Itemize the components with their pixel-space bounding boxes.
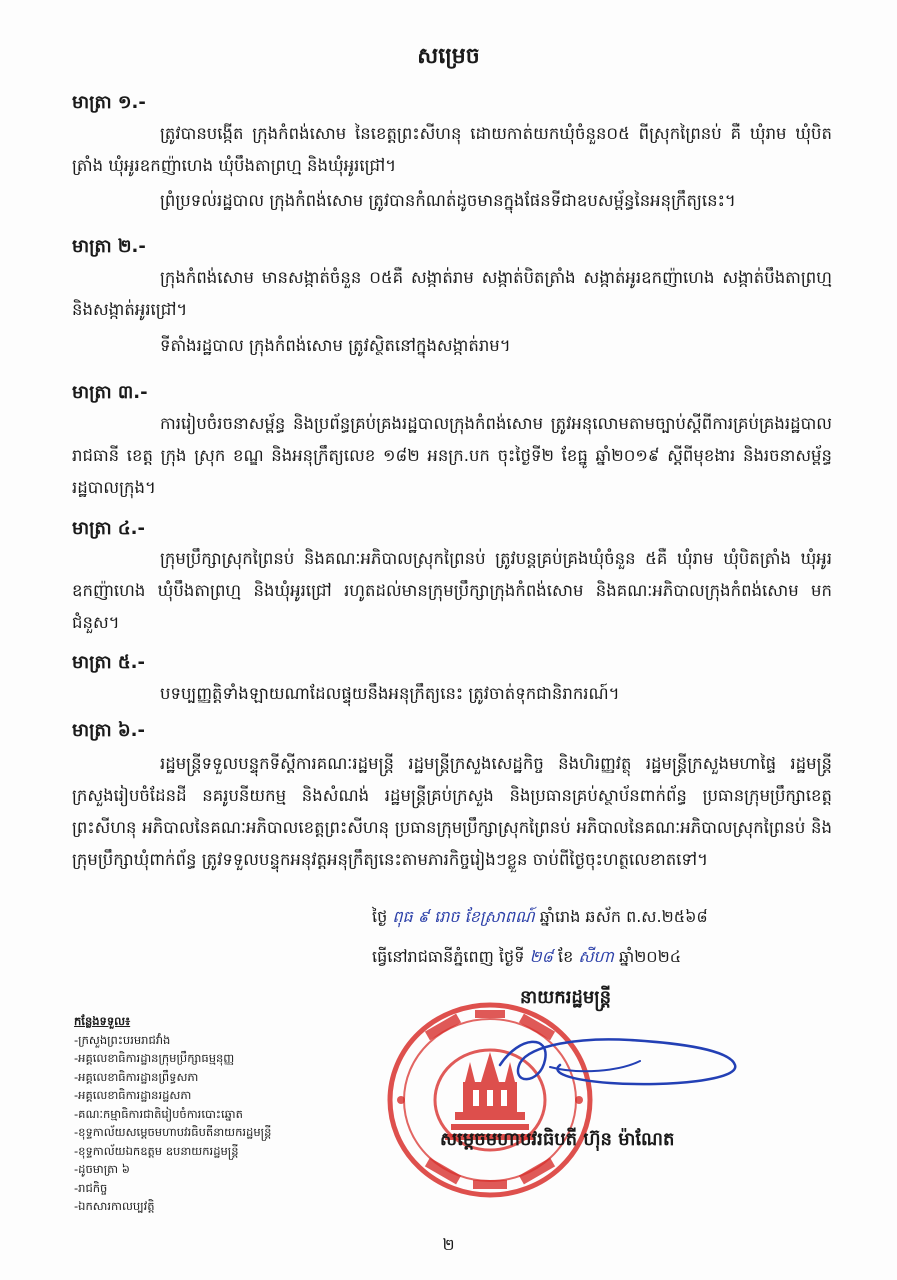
article-1-heading: មាត្រា ១.- <box>72 92 146 113</box>
article-5-heading: មាត្រា ៥.- <box>72 652 145 673</box>
recipient-item: -រាជកិច្ច <box>74 1180 108 1195</box>
solar-date-month: សីហា <box>578 947 614 966</box>
article-6-paragraph-1: រដ្ឋមន្ត្រីទទួលបន្ទុកទីស្ដីការគណៈរដ្ឋមន្ត្រី រដ្ឋមន្ត្រីក្រសួងសេដ្ឋកិច្ច និងហិរញ្ញវត្ថុ រដ្ឋមន្ត្រីក្រសួងមហាផ្ទៃ រដ្ឋមន្ត្រីក្រសួងរៀបចំដែនដី នគរូបនីយកម្ម និងសំណង់ រដ្ឋមន្ត្រីគ្រប់ក្រសួង និងប្រធានគ្រប់ស្ថាប័នពាក់ព័ន្ធ ប្រធានក្រុមប្រឹក្សាខេត្តព្រះសីហនុ អភិបាលនៃគណៈអភិបាលខេត្តព្រះសីហនុ ប្រធានក្រុមប្រឹក្សាស្រុកព្រៃនប់ អភិបាលនៃគណៈអភិបាលស្រុកព្រៃនប់ និងក្រុមប្រឹក្សាឃុំពាក់ព័ន្ធ ត្រូវទទួលបន្ទុកអនុវត្តអនុក្រឹត្យនេះតាមភារកិច្ចរៀងៗខ្លួន ចាប់ពីថ្ងៃចុះហត្ថលេខាតទៅ។ <box>72 754 832 869</box>
recipient-item: -អគ្គលេខាធិការដ្ឋានក្រុមប្រឹក្សាធម្មនុញ្ញ <box>74 1051 235 1065</box>
recipient-item: -អគ្គលេខាធិការដ្ឋានរដ្ឋសភា <box>74 1088 192 1102</box>
lunar-date-handwritten: ពុធ ៩ រោច ខែស្រាពណ៍ <box>392 907 535 926</box>
solar-date-line <box>372 946 681 970</box>
solar-date-day: ២៨ <box>529 947 553 966</box>
lunar-date-prefix: ថ្ងៃ <box>372 907 388 926</box>
recipient-item: -ក្រសួងព្រះបរមរាជវាំង <box>74 1032 171 1047</box>
signatory-title: នាយករដ្ឋមន្ត្រី <box>520 987 612 1008</box>
solar-date-year: ឆ្នាំ២០២៤ <box>618 947 682 966</box>
solar-date-prefix: ធ្វើនៅរាជធានីភ្នំពេញ ថ្ងៃទី <box>372 947 525 966</box>
recipient-item: -អគ្គលេខាធិការដ្ឋានព្រឹទ្ធសភា <box>74 1069 199 1084</box>
article-2-heading: មាត្រា ២.- <box>72 236 146 257</box>
article-3-paragraph-1: ការរៀបចំរចនាសម្ព័ន្ធ និងប្រព័ន្ធគ្រប់គ្រងរដ្ឋបាលក្រុងកំពង់សោម ត្រូវអនុលោមតាមច្បាប់ស្ដីពីការគ្រប់គ្រងរដ្ឋបាលរាជធានី ខេត្ត ក្រុង ស្រុក ខណ្ឌ និងអនុក្រឹត្យលេខ ១៨២ អនក្រ.បក ចុះថ្ងៃទី២ ខែធ្នូ ឆ្នាំ២០១៩ ស្ដីពីមុខងារ និងរចនាសម្ព័ន្ធរដ្ឋបាលក្រុង។ <box>72 414 832 497</box>
lunar-date-line <box>372 906 708 930</box>
recipients-list <box>74 1012 271 1216</box>
article-2-paragraph-2: ទីតាំងរដ្ឋបាល ក្រុងកំពង់សោម ត្រូវស្ថិតនៅក្នុងសង្កាត់រាម។ <box>160 336 511 355</box>
recipient-item: -ឯកសារកាលប្បវត្តិ <box>74 1199 155 1213</box>
article-3-heading: មាត្រា ៣.- <box>72 382 148 403</box>
article-1-paragraph-1: ត្រូវបានបង្កើត ក្រុងកំពង់សោម នៃខេត្តព្រះសីហនុ ដោយកាត់យកឃុំចំនួន០៥ ពីស្រុកព្រៃនប់ គឺ ឃុំរាម ឃុំបិតត្រាំង ឃុំអូរឧកញ៉ាហេង ឃុំបឹងតាព្រហ្ម និងឃុំអូរជ្រៅ។ <box>72 124 832 175</box>
lunar-date-suffix: ឆ្នាំរោង ឆស័ក ព.ស.២៥៦៨ <box>539 907 708 926</box>
recipient-item: -ដូចមាត្រា ៦ <box>74 1162 130 1176</box>
article-4-heading: មាត្រា ៤.- <box>72 518 145 539</box>
recipient-item: -ខុទ្ទកាល័យឯកឧត្តម ឧបនាយករដ្ឋមន្ត្រី <box>74 1143 239 1158</box>
recipient-item: -ខុទ្ទកាល័យសម្ដេចមហាបវរធិបតីនាយករដ្ឋមន្ត្រី <box>74 1125 272 1139</box>
document-title: សម្រេច <box>417 44 480 69</box>
recipients-heading: កន្លែងទទួល៖ <box>74 1014 131 1028</box>
recipient-item: -គណៈកម្មាធិការជាតិរៀបចំការបោះឆ្នោត <box>74 1106 243 1121</box>
signatory-name: សម្ដេចមហាបវរធិបតី ហ៊ុន ម៉ាណែត <box>440 1129 675 1150</box>
article-5-paragraph-1: បទប្បញ្ញត្តិទាំងឡាយណាដែលផ្ទុយនឹងអនុក្រឹត្យនេះ ត្រូវចាត់ទុកជានិរាករណ៍។ <box>160 684 620 703</box>
solar-date-month-prefix: ខែ <box>557 947 574 966</box>
article-4-paragraph-1: ក្រុមប្រឹក្សាស្រុកព្រៃនប់ និងគណៈអភិបាលស្រុកព្រៃនប់ ត្រូវបន្តគ្រប់គ្រងឃុំចំនួន ៥គឺ ឃុំរាម ឃុំបិតត្រាំង ឃុំអូរឧកញ៉ាហេង ឃុំបឹងតាព្រហ្ម និងឃុំអូរជ្រៅ រហូតដល់មានក្រុមប្រឹក្សាក្រុងកំពង់សោម និងគណៈអភិបាលក្រុងកំពង់សោម មកជំនួស។ <box>72 549 832 632</box>
article-2-paragraph-1: ក្រុងកំពង់សោម មានសង្កាត់ចំនួន ០៥គឺ សង្កាត់រាម សង្កាត់បិតត្រាំង សង្កាត់អូរឧកញ៉ាហេង សង្កាត់បឹងតាព្រហ្ម និងសង្កាត់អូរជ្រៅ។ <box>72 268 832 319</box>
page-number: ២ <box>442 1235 455 1254</box>
signature-icon <box>490 1025 740 1095</box>
article-6-heading: មាត្រា ៦.- <box>72 720 145 741</box>
article-1-paragraph-2: ព្រំប្រទល់រដ្ឋបាល ក្រុងកំពង់សោម ត្រូវបានកំណត់ដូចមានក្នុងផែនទីជាឧបសម្ព័ន្ធនៃអនុក្រឹត្យនេះ។ <box>160 191 736 210</box>
